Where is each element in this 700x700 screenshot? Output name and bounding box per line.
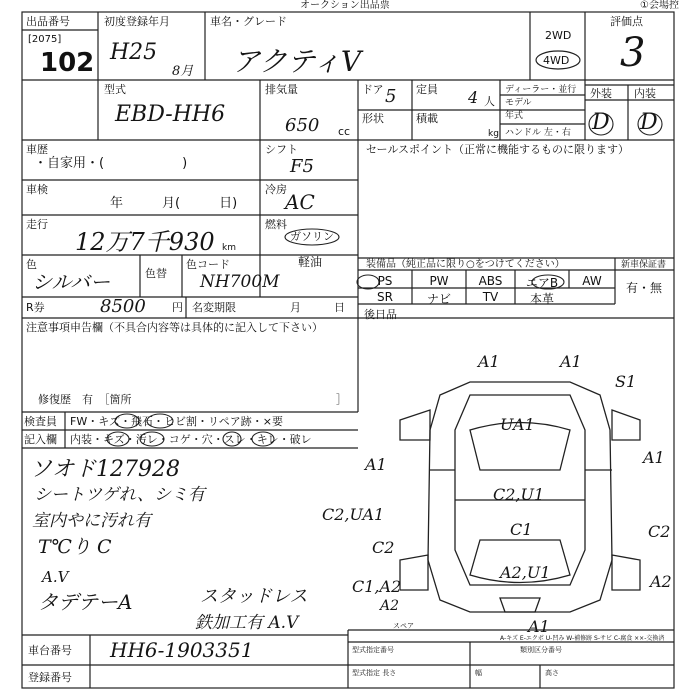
mileage-unit: km (222, 243, 236, 253)
interior-grade: D (640, 110, 658, 135)
score-label: 評価点 (610, 15, 643, 28)
displacement-value: 650 (285, 115, 320, 136)
capacity-label: 定員 (416, 83, 438, 96)
equip-airbag: エアB (525, 276, 559, 290)
model-label: 型式 (104, 83, 126, 96)
height-label: 高さ (545, 669, 559, 677)
diagram-mark-left-door: C2,UA1 (322, 505, 385, 524)
diagram-mark-left-rear: C2 (372, 538, 395, 557)
diagram-mark-center: C1 (510, 520, 533, 539)
equip-ps: PS (377, 274, 393, 288)
diagram-mark-windshield: UA1 (500, 415, 535, 434)
inspection-label: 車検 (26, 183, 48, 196)
doors-label: ドア (362, 83, 384, 96)
equipment-label: 装備品（純正品に限り○をつけてください） (366, 259, 565, 270)
color-label: 色 (26, 258, 37, 271)
writer-label: 記入欄 (24, 433, 57, 446)
notes-label: 注意事項申告欄（不具合内容等は具体的に記入して下さい） (26, 321, 323, 334)
spare-label: スペア (393, 622, 414, 630)
displacement-unit: cc (338, 125, 351, 138)
first-registration-month: 8月 (172, 64, 194, 79)
score-value: 3 (620, 30, 646, 76)
recycle-label: R券 (26, 301, 45, 314)
color-change-label: 色替 (145, 267, 167, 280)
remark-6: タデテーA (38, 590, 133, 614)
repair-history-label: 修復歴 有 ［箇所 (38, 393, 132, 406)
model-year-label-2: 年式 (505, 111, 524, 121)
damage-legend: A-キズ E-エクボ U-凹み W-補修跡 S-サビ C-腐食 ××-交換済 (500, 635, 665, 642)
remark-2: シートツゲれ、シミ有 (34, 485, 205, 505)
fuel-label: 燃料 (265, 218, 287, 231)
color-code-label: 色コード (186, 258, 230, 271)
car-name-label: 車名・グレード (210, 15, 287, 28)
venue-copy-label: ①会場控 (640, 0, 679, 11)
later-items-label: 後日品 (364, 308, 397, 321)
check-row-1: FW・キズ・飛石・ヒビ割・リペア跡・×要 (70, 415, 283, 428)
diagram-mark-right-rear-corner: A2 (650, 572, 672, 591)
title-change-value: 月 日 (290, 301, 345, 314)
equip-tv: TV (482, 290, 499, 304)
mileage-label: 走行 (26, 218, 48, 231)
chassis-number-label: 車台番号 (28, 644, 72, 657)
diagram-mark-front-left: A1 (478, 352, 500, 371)
category-number-label: 類別区分番号 (520, 646, 562, 654)
lot-number-label: 出品番号 (26, 15, 70, 28)
diagram-mark-right-front: S1 (615, 372, 637, 391)
registration-label: 登録番号 (28, 671, 72, 684)
first-registration-label: 初度登録年月 (104, 15, 170, 28)
equip-sr: SR (377, 290, 393, 304)
car-name: アクティV (232, 45, 362, 78)
recycle-value: 8500 (100, 296, 146, 317)
width-label: 幅 (475, 669, 482, 677)
ac-value: AC (285, 190, 315, 214)
dealer-label: ディーラー・並行 (505, 85, 577, 95)
capacity-unit: 人 (484, 95, 495, 108)
equip-aw: AW (582, 274, 602, 288)
load-label: 積載 (416, 112, 438, 125)
first-registration-year: H25 (110, 40, 158, 65)
color-value: シルバー (32, 270, 111, 294)
diagram-mark-roof: C2,U1 (493, 485, 545, 504)
form-title: オークション出品票 (300, 0, 390, 11)
diagram-mark-left-rear-corner: C1,A2 (352, 577, 402, 596)
diagram-mark-left-front-door: A1 (365, 455, 387, 474)
interior-label: 内装 (634, 87, 656, 100)
handle-label: ハンドル 左・右 (505, 128, 571, 138)
displacement-label: 排気量 (265, 83, 298, 96)
inspection-value: 年 月( 日) (110, 196, 238, 211)
remark-5: A.V (42, 568, 69, 586)
load-unit: kg (488, 129, 499, 139)
drive-4wd: 4WD (543, 54, 570, 67)
check-row-2: 内装・キズ・汚レ・コゲ・穴・スレ・キレ・破レ (70, 433, 312, 446)
diagram-mark-rear-bumper: A1 (528, 617, 550, 636)
equip-leather: 本革 (529, 292, 554, 306)
recycle-unit: 円 (172, 301, 183, 314)
ac-label: 冷房 (265, 183, 287, 196)
exterior-label: 外装 (590, 87, 612, 100)
equip-pw: PW (429, 274, 449, 288)
model-year-label-1: モデル (505, 98, 532, 108)
chassis-number-value: HH6-1903351 (110, 638, 254, 662)
fuel-gasoline: ガソリン (290, 230, 334, 243)
fuel-diesel: 軽油 (298, 255, 323, 269)
repair-history-close: ］ (336, 393, 347, 406)
model-value: EBD-HH6 (115, 102, 226, 127)
diagram-mark-right-side: A1 (643, 448, 665, 467)
remark-7: スタッドレス (200, 586, 308, 607)
mileage-value: 12万7千930 (75, 228, 215, 256)
usage-label: 車歴 (26, 143, 48, 156)
length-label: 型式指定 長さ (352, 669, 397, 677)
lot-sub-number: [2075] (28, 34, 62, 45)
type-designation-label: 型式指定番号 (352, 646, 394, 654)
exterior-grade: D (592, 110, 610, 135)
diagram-mark-right-rear: C2 (648, 522, 671, 541)
shift-value: F5 (290, 156, 314, 177)
equip-navi: ナビ (426, 292, 451, 306)
remark-8: 鉄加工有 A.V (195, 613, 299, 633)
drive-2wd: 2WD (545, 29, 572, 42)
equip-abs: ABS (478, 274, 503, 288)
doors-value: 5 (385, 86, 397, 107)
title-change-label: 名変期限 (192, 301, 236, 314)
remark-1: ソオド127928 (30, 457, 180, 482)
usage-value: ・自家用・( ) (34, 156, 188, 171)
diagram-mark-left-rear-wheel: A2 (380, 598, 400, 614)
color-code-value: NH700M (200, 272, 280, 292)
diagram-mark-front-right: A1 (560, 352, 582, 371)
diagram-mark-rear-window: A2,U1 (500, 563, 551, 582)
sales-point-label: セールスポイント（正常に機能するものに限ります） (366, 143, 630, 156)
remark-4: T℃り C (38, 536, 112, 558)
new-warranty-label: 新車保証書 (621, 260, 667, 270)
lot-number: 102 (40, 48, 95, 78)
remark-3: 室内やに汚れ有 (32, 511, 151, 531)
new-warranty-value: 有・無 (626, 281, 663, 295)
shift-label: シフト (265, 143, 298, 156)
inspector-label: 検査員 (24, 415, 57, 428)
shape-label: 形状 (362, 112, 384, 125)
capacity-value: 4 (468, 88, 479, 107)
